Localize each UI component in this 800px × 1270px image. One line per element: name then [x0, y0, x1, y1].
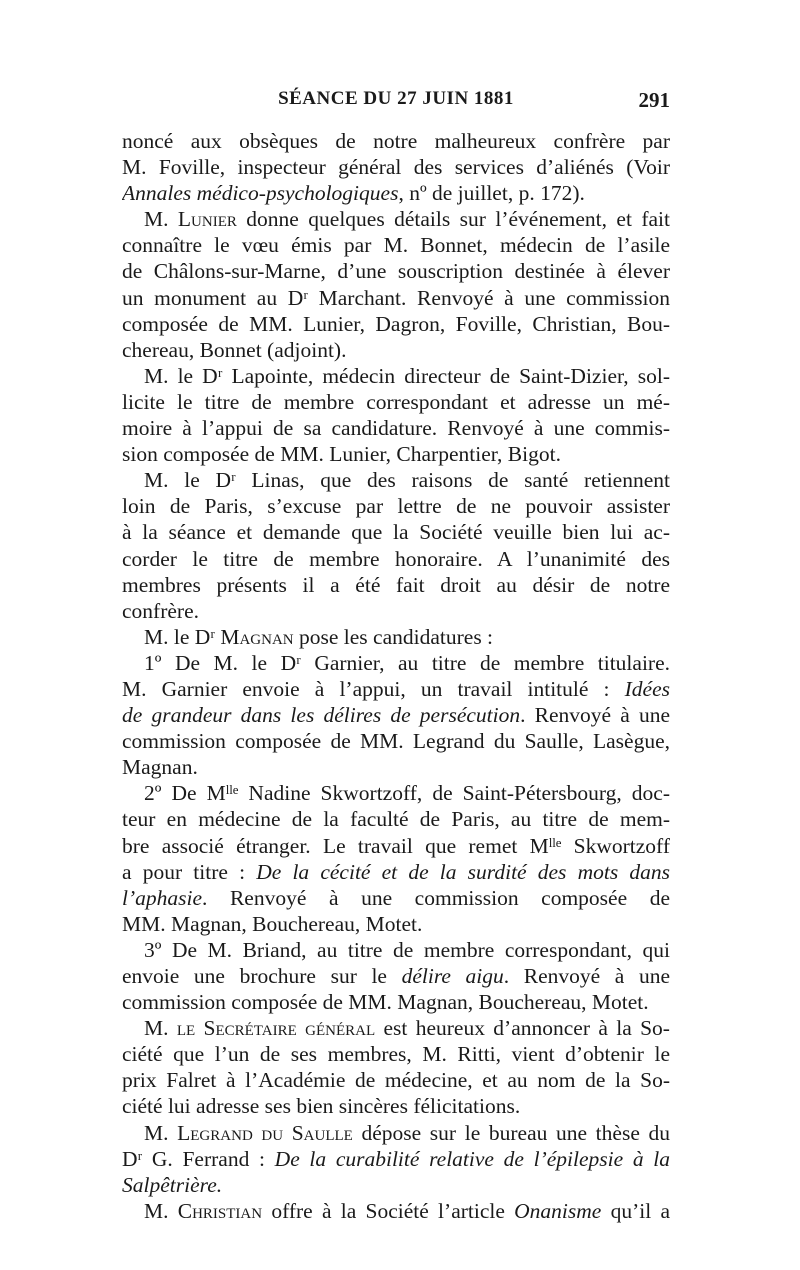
text-segment: 2º De Mˡˡᵉ Nadine Skwortzoff, de Saint-Pétersbourg, doc-	[144, 781, 670, 806]
text-segment: membres présents il a été fait droit au désir de notre	[122, 572, 670, 597]
text-line	[122, 1067, 670, 1093]
text-segment: Dʳ G. Ferrand :	[122, 1146, 275, 1171]
text-segment: prix Falret à l’Académie de médecine, et au nom de la So-	[122, 1068, 670, 1093]
text-line	[122, 467, 670, 493]
text-line	[122, 911, 670, 937]
text-line	[122, 676, 670, 702]
text-segment: composée de MM. Lunier, Dagron, Foville, Christian, Bou-	[122, 311, 670, 336]
text-line	[122, 1146, 670, 1172]
text-segment: , nº de juillet, p. 172).	[398, 181, 585, 206]
page-number: 291	[638, 88, 670, 112]
italic-text: Onanisme	[514, 1198, 602, 1223]
text-segment: commission composée de MM. Magnan, Bouchereau, Motet.	[122, 990, 649, 1015]
text-line	[122, 1015, 670, 1041]
text-segment: 1º De M. le Dʳ Garnier, au titre de membre titulaire.	[144, 650, 670, 675]
text-segment: . Renvoyé à une	[520, 703, 670, 728]
text-segment: pose les candidatures :	[293, 624, 494, 649]
text-line	[122, 415, 670, 441]
text-segment: donne quelques détails sur l’événement, et fait	[236, 207, 670, 232]
text-segment: Magnan.	[122, 755, 198, 780]
text-line	[122, 572, 670, 598]
text-segment: est heureux d’annoncer à la So-	[375, 1016, 670, 1041]
text-line	[122, 937, 670, 963]
text-line	[122, 885, 670, 911]
page-header	[122, 88, 670, 118]
text-segment: 3º De M. Briand, au titre de membre correspondant, qui	[144, 937, 670, 962]
text-line	[122, 624, 670, 650]
text-segment: confrère.	[122, 598, 199, 623]
text-segment: chereau, Bonnet (adjoint).	[122, 337, 347, 362]
text-segment: M.	[144, 207, 178, 232]
text-line	[122, 1093, 670, 1119]
text-segment: . Renvoyé à une commission composée de	[202, 885, 670, 910]
text-line	[122, 311, 670, 337]
small-caps-name: Legrand du Saulle	[177, 1120, 353, 1145]
text-line	[122, 1041, 670, 1067]
text-segment: dépose sur le bureau une thèse du	[352, 1120, 670, 1145]
text-line	[122, 1120, 670, 1146]
body-text	[122, 128, 670, 1224]
italic-text: De la curabilité relative de l’épilepsie à la	[274, 1146, 670, 1171]
small-caps-name: Lunier	[177, 207, 237, 232]
text-line	[122, 441, 670, 467]
text-line	[122, 806, 670, 832]
text-segment: M. le Dʳ Lapointe, médecin directeur de Saint-Dizier, sol-	[144, 363, 670, 388]
text-segment: M. le Dʳ	[144, 624, 221, 649]
italic-text: Annales médico-psychologiques	[122, 181, 399, 206]
text-segment: teur en médecine de la faculté de Paris, au titre de mem-	[122, 807, 670, 832]
text-segment: licite le titre de membre correspondant et adresse un mé-	[122, 389, 670, 414]
text-segment: M. le Dʳ Linas, que des raisons de santé retiennent	[144, 468, 670, 493]
text-segment: de Châlons-sur-Marne, d’une souscription destinée à élever	[122, 259, 670, 284]
text-line	[122, 833, 670, 859]
text-segment: connaître le vœu émis par M. Bonnet, médecin de l’asile	[122, 233, 670, 258]
text-segment: noncé aux obsèques de notre malheureux confrère par	[122, 129, 670, 153]
text-line	[122, 1198, 670, 1224]
text-line	[122, 859, 670, 885]
text-line	[122, 519, 670, 545]
text-segment: bre associé étranger. Le travail que remet Mˡˡᵉ Skwortzoff	[122, 833, 670, 858]
italic-text: de grandeur dans les délires de persécution	[122, 703, 521, 728]
text-line	[122, 337, 670, 363]
text-line	[122, 206, 670, 232]
text-segment: . Renvoyé à une	[503, 964, 670, 988]
small-caps-name: le Secrétaire général	[176, 1016, 376, 1041]
italic-text: l’aphasie	[122, 885, 203, 910]
text-line	[122, 389, 670, 415]
text-line	[122, 963, 670, 989]
text-line	[122, 1172, 670, 1198]
text-line	[122, 754, 670, 780]
text-segment: M.	[144, 1016, 177, 1041]
text-line	[122, 180, 670, 206]
text-segment: envoie une brochure sur le	[122, 964, 402, 988]
text-line	[122, 650, 670, 676]
text-line	[122, 989, 670, 1015]
text-segment: M. Foville, inspecteur général des services d’aliénés (Voir	[122, 155, 670, 180]
text-segment: ciété lui adresse ses bien sincères félicitations.	[122, 1094, 521, 1119]
italic-text: De la cécité et de la surdité des mots dans	[256, 859, 670, 884]
text-segment: M. Garnier envoie à l’appui, un travail intitulé :	[122, 676, 625, 701]
text-segment: un monument au Dʳ Marchant. Renvoyé à une commission	[122, 285, 670, 310]
italic-text: délire aigu	[401, 964, 504, 988]
text-line	[122, 493, 670, 519]
text-segment: a pour titre :	[122, 859, 257, 884]
running-title: SÉANCE DU 27 JUIN 1881	[278, 88, 514, 109]
text-line	[122, 285, 670, 311]
text-segment: MM. Magnan, Bouchereau, Motet.	[122, 911, 423, 936]
text-line	[122, 546, 670, 572]
small-caps-name: Magnan	[220, 624, 294, 649]
small-caps-name: Christian	[177, 1198, 263, 1223]
text-segment: loin de Paris, s’excuse par lettre de ne pouvoir assister	[122, 494, 670, 519]
text-segment: qu’il a	[601, 1198, 670, 1223]
text-segment: moire à l’appui de sa candidature. Renvoyé à une commis-	[122, 416, 670, 441]
italic-text: Idées	[624, 676, 670, 701]
text-line	[122, 598, 670, 624]
text-segment: à la séance et demande que la Société veuille bien lui ac-	[122, 520, 670, 545]
text-line	[122, 728, 670, 754]
text-segment: sion composée de MM. Lunier, Charpentier, Bigot.	[122, 442, 561, 467]
text-segment: corder le titre de membre honoraire. A l’unanimité des	[122, 546, 670, 571]
italic-text: Salpêtrière.	[122, 1172, 223, 1197]
text-line	[122, 258, 670, 284]
text-line	[122, 780, 670, 806]
text-segment: ciété que l’un de ses membres, M. Ritti, vient d’obtenir le	[122, 1042, 670, 1067]
text-line	[122, 154, 670, 180]
text-segment: offre à la Société l’article	[262, 1198, 515, 1223]
text-segment: M.	[144, 1120, 178, 1145]
text-segment: commission composée de MM. Legrand du Saulle, Lasègue,	[122, 729, 670, 754]
text-line	[122, 363, 670, 389]
text-line	[122, 702, 670, 728]
text-line	[122, 128, 670, 154]
text-segment: M.	[144, 1198, 178, 1223]
text-line	[122, 232, 670, 258]
